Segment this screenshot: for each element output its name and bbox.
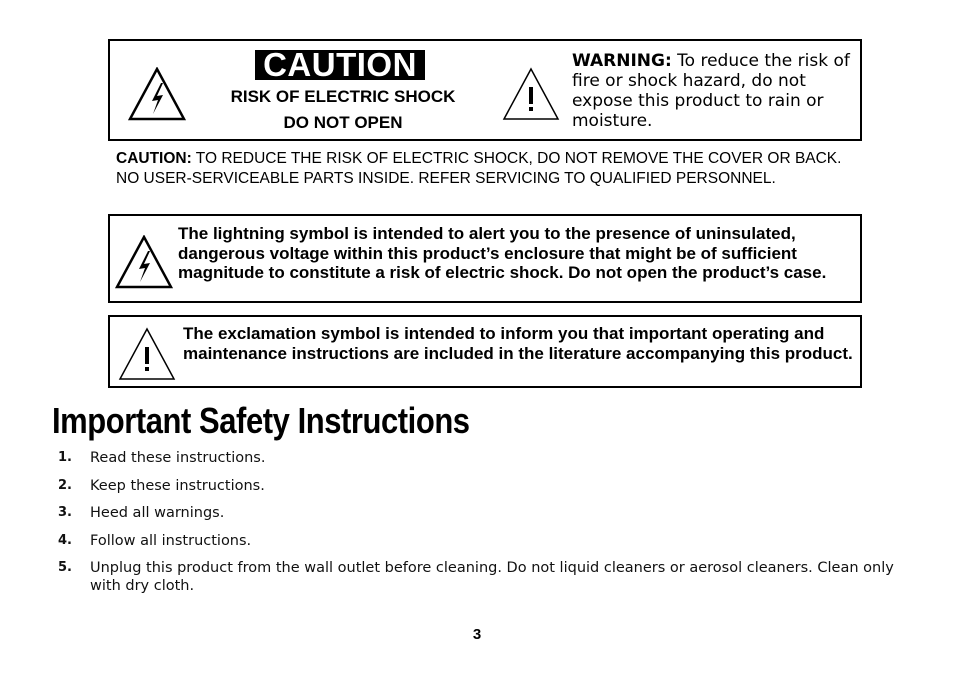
lightning-note-text: The lightning symbol is intended to alert you to the presence of uninsulated, dangerous voltage within this product’s enclosure that might be of sufficient magnitude to constitute a risk of electric shock. Do not open the product’s case. [178,224,827,282]
exclamation-note-text: The exclamation symbol is intended to inform you that important operating and maintenance instructions are included in the literature accompanying this product. [183,324,853,363]
page-title: Important Safety Instructions [52,400,470,441]
warning-body: To reduce the risk of fire or shock hazard, do not expose this product to rain or moisture. [572,51,850,131]
caution-paragraph-label: CAUTION: [116,150,192,167]
do-not-open-text: DO NOT OPEN [283,113,403,132]
exclamation-triangle-icon [118,327,176,381]
list-item [58,477,898,495]
list-item [58,449,898,467]
item-text: Follow all instructions. [90,532,252,549]
list-item [58,504,898,522]
item-number: 5. [58,560,72,575]
list-item [58,559,898,595]
warning-label: WARNING: [572,51,672,71]
caution-title: CAUTION [255,50,425,80]
lightning-note-box [108,214,862,303]
item-number: 4. [58,532,72,548]
item-number: 1. [58,450,72,465]
warning-text [572,51,857,131]
risk-of-shock-text: RISK OF ELECTRIC SHOCK [230,87,456,106]
item-text: Unplug this product from the wall outlet before cleaning. Do not liquid cleaners or aerosol cleaners. Clean only with dry cloth. [90,560,894,594]
item-text: Heed all warnings. [90,505,225,521]
caution-label-box [108,39,862,141]
instructions-list [58,449,898,605]
item-text: Keep these instructions. [90,477,265,494]
caution-paragraph-body: TO REDUCE THE RISK OF ELECTRIC SHOCK, DO NOT REMOVE THE COVER OR BACK. NO USER-SERVICEABLE PARTS INSIDE. REFER SERVICING TO QUALIFIED PERSONNEL. [116,150,842,187]
lightning-triangle-icon [128,67,186,121]
caution-paragraph [116,149,856,188]
exclamation-triangle-icon [502,67,560,121]
exclamation-note-box [108,315,862,388]
page-number: 3 [472,626,482,643]
item-number: 3. [58,505,72,520]
item-text: Read these instructions. [90,450,266,466]
lightning-triangle-icon [115,235,173,289]
item-number: 2. [58,477,72,493]
list-item [58,532,898,550]
